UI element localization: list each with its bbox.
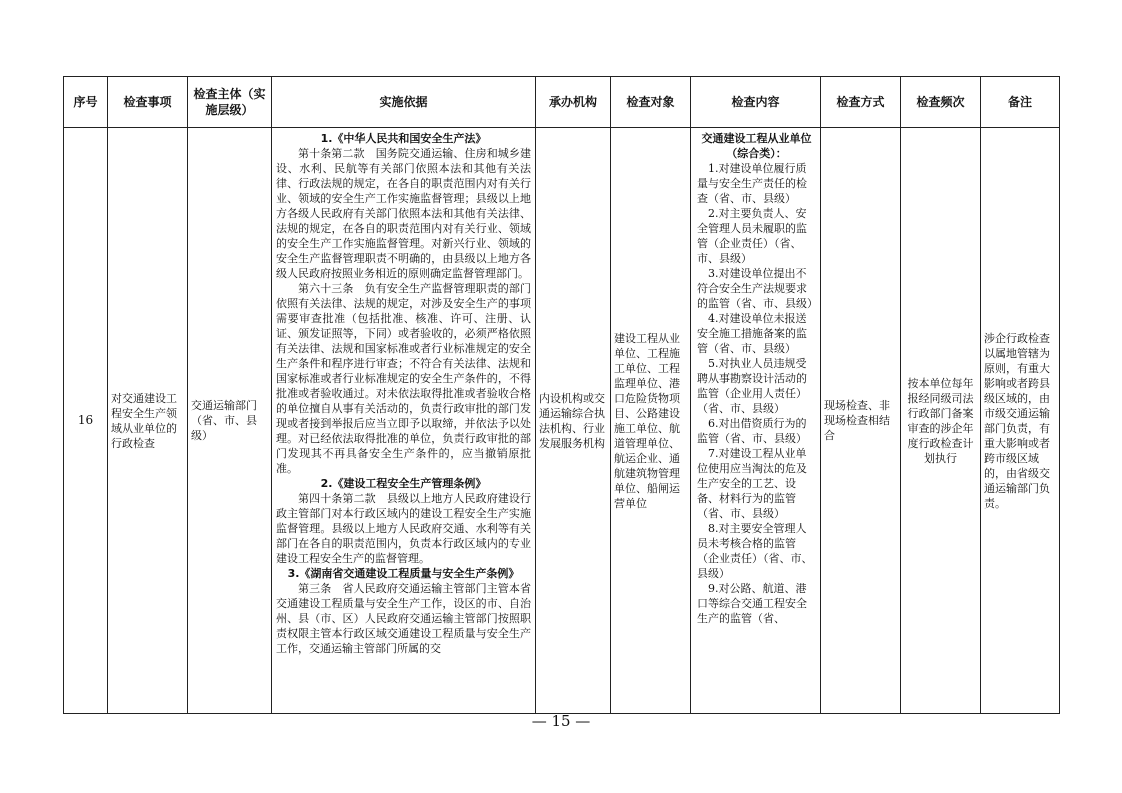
- content-item: 3.对建设单位提出不符合安全生产法规要求的监管（省、市、县级）: [697, 267, 818, 310]
- inspection-table-page: [63, 76, 1059, 714]
- basis-heading: 3.《湖南省交通建设工程质量与安全生产条例》: [287, 567, 520, 580]
- cell-item: 对交通建设工程安全生产领域从业单位的行政检查: [108, 128, 188, 714]
- header-target: 检查对象: [611, 77, 691, 128]
- content-item: 6.对出借资质行为的监管（省、市、县级）: [697, 417, 807, 445]
- content-item: 5.对执业人员违规受聘从事勘察设计活动的监管（企业用人责任）（省、市、县级）: [697, 357, 807, 415]
- basis-paragraph: 第三条 省人民政府交通运输主管部门主管本省交通建设工程质量与安全生产工作，设区的市、自治州、县（市、区）人民政府交通运输主管部门按照职责权限主管本行政区域交通建设工程质量与安全生产工作，交通运输主管部门所属的交: [276, 582, 531, 655]
- table-row: [64, 128, 1060, 714]
- header-frequency: 检查频次: [901, 77, 981, 128]
- content-item: 9.对公路、航道、港口等综合交通工程安全生产的监管（省、: [697, 582, 807, 625]
- cell-org: 内设机构或交通运输综合执法机构、行业发展服务机构: [536, 128, 611, 714]
- header-content: 检查内容: [691, 77, 821, 128]
- content-heading: 交通建设工程从业单位（综合类）：: [701, 132, 812, 160]
- cell-target: 建设工程从业单位、工程施工单位、工程监理单位、港口危险货物项目、公路建设施工单位、航道管理单位、航运企业、通航建筑物管理单位、船闸运营单位: [611, 128, 691, 714]
- header-seq: 序号: [64, 77, 108, 128]
- basis-text: [276, 131, 531, 656]
- inspection-table: [63, 76, 1060, 714]
- content-item: 7.对建设工程从业单位使用应当淘汰的危及生产安全的工艺、设备、材料行为的监管（省、市、县级）: [697, 447, 807, 520]
- page-number: — 15 —: [531, 712, 591, 730]
- header-basis: 实施依据: [272, 77, 536, 128]
- content-item: 1.对建设单位履行质量与安全生产责任的检查（省、市、县级）: [697, 162, 807, 205]
- basis-heading: 2.《建设工程安全生产管理条例》: [320, 477, 487, 490]
- cell-seq: 16: [64, 128, 108, 714]
- header-method: 检查方式: [821, 77, 901, 128]
- cell-content: [691, 128, 821, 714]
- basis-heading: 1.《中华人民共和国安全生产法》: [320, 132, 487, 145]
- content-item: 2.对主要负责人、安全管理人员未履职的监管（企业责任）（省、市、县级）: [697, 207, 807, 265]
- header-remark: 备注: [981, 77, 1060, 128]
- cell-basis: [272, 128, 536, 714]
- cell-remark: 涉企行政检查以属地管辖为原则，有重大影响或者跨县级区域的，由市级交通运输部门负责，有重大影响或者跨市级区域的，由省级交通运输部门负责。: [981, 128, 1060, 714]
- header-subject: 检查主体（实施层级）: [188, 77, 272, 128]
- header-item: 检查事项: [108, 77, 188, 128]
- cell-frequency: 按本单位每年报经同级司法行政部门备案审查的涉企年度行政检查计划执行: [901, 128, 981, 714]
- basis-paragraph: 第十条第二款 国务院交通运输、住房和城乡建设、水利、民航等有关部门依照本法和其他有关法律、行政法规的规定，在各自的职责范围内对有关行业、领域的安全生产工作实施监督管理；县级以上地方各级人民政府有关部门依照本法和其他有关法律、法规的规定，在各自的职责范围内对有关行业、领域的安全生产工作实施监督管理。对新兴行业、领域的安全生产监督管理职责不明确的，由县级以上地方各级人民政府按照业务相近的原则确定监督管理部门。: [276, 147, 531, 280]
- cell-subject: 交通运输部门（省、市、县级）: [188, 128, 272, 714]
- cell-method: 现场检查、非现场检查相结合: [821, 128, 901, 714]
- header-row: [64, 77, 1060, 128]
- basis-paragraph: 第四十条第二款 县级以上地方人民政府建设行政主管部门对本行政区域内的建设工程安全生产实施监督管理。县级以上地方人民政府交通、水利等有关部门在各自的职责范围内，负责本行政区域内的专业建设工程安全生产的监督管理。: [276, 492, 531, 565]
- basis-paragraph: 第六十三条 负有安全生产监督管理职责的部门依照有关法律、法规的规定，对涉及安全生产的事项需要审查批准（包括批准、核准、许可、注册、认证、颁发证照等，下同）或者验收的，必须严格依照有关法律、法规和国家标准或者行业标准规定的安全生产条件和程序进行审查；不符合有关法律、法规和国家标准或者行业标准规定的安全生产条件的，不得批准或者验收通过。对未依法取得批准或者验收合格的单位擅自从事有关活动的，负责行政审批的部门发现或者接到举报后应当立即予以取缔，并依法予以处理。对已经依法取得批准的单位，负责行政审批的部门发现其不再具备安全生产条件的，应当撤销原批准。: [276, 282, 531, 475]
- header-org: 承办机构: [536, 77, 611, 128]
- content-list: [697, 161, 816, 626]
- content-item: 8.对主要安全管理人员未考核合格的监管（企业责任）（省、市、县级）: [697, 522, 813, 580]
- content-item: 4.对建设单位未报送安全施工措施备案的监管（省、市、县级）: [697, 312, 807, 355]
